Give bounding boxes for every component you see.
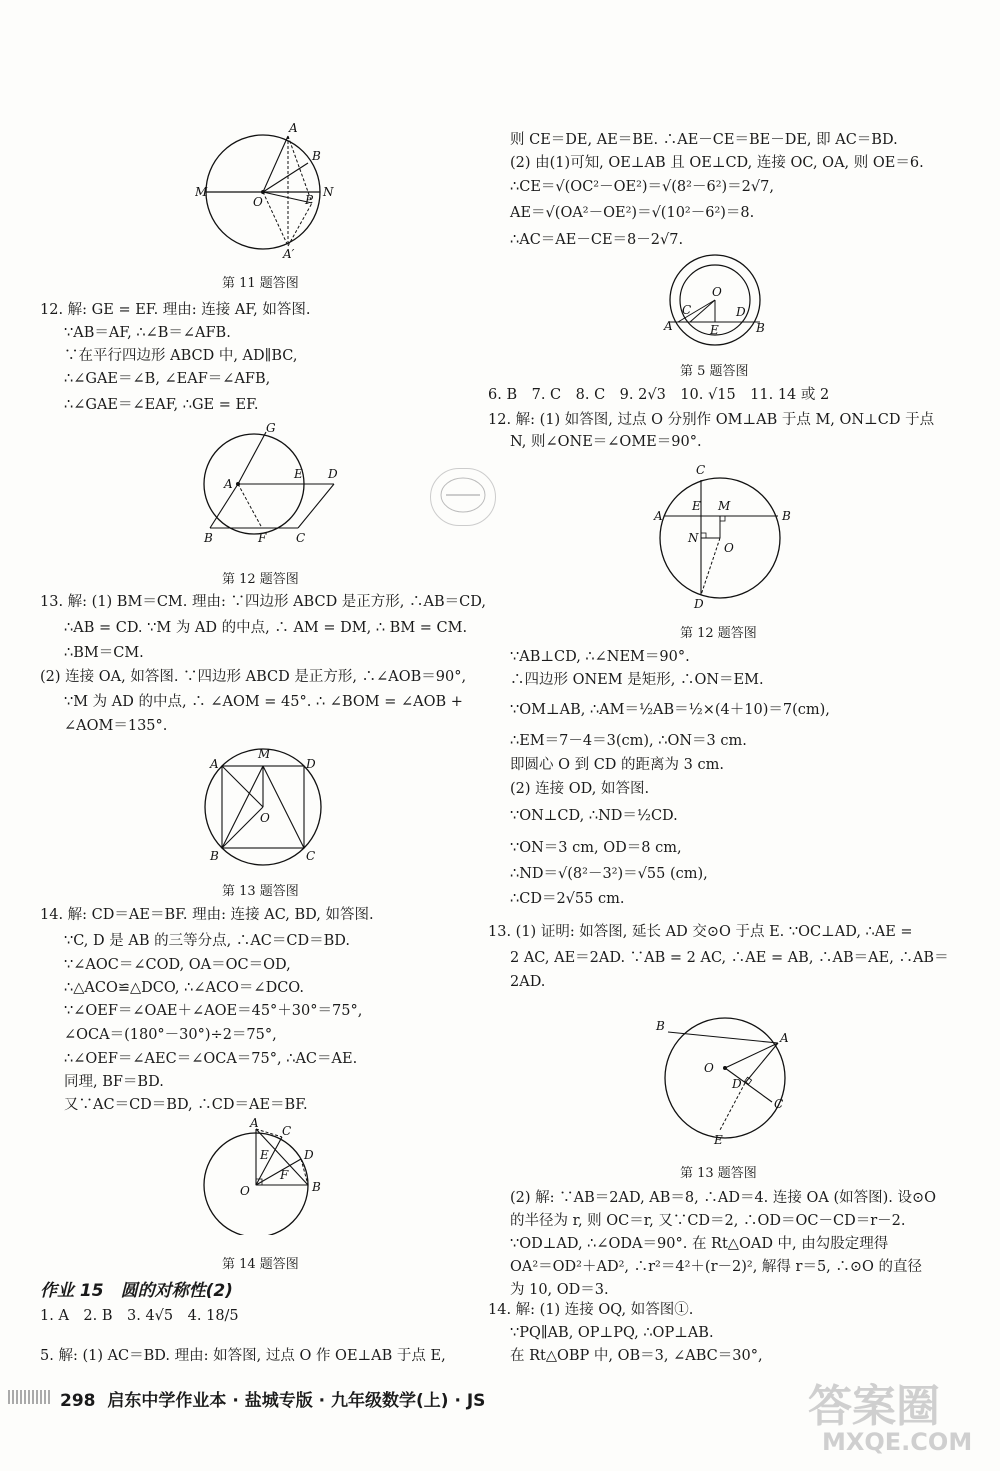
svg-text:C: C	[682, 303, 692, 317]
text-line: (2) 连接 OD, 如答图.	[510, 781, 650, 797]
text-line: ∴四边形 ONEM 是矩形, ∴ON＝EM.	[510, 672, 764, 688]
svg-text:M: M	[258, 747, 271, 761]
svg-text:M: M	[718, 499, 731, 513]
page-number: 298	[60, 1391, 96, 1411]
text-line: 同理, BF＝BD.	[64, 1074, 164, 1090]
text-line: 为 10, OD＝3.	[510, 1282, 609, 1298]
text-line: 即圆心 O 到 CD 的距离为 3 cm.	[510, 757, 724, 773]
text-line: ∵∠OEF＝∠OAE＋∠AOE＝45°＋30°＝75°,	[64, 1003, 363, 1019]
figure-13-caption: 第 13 题答图	[222, 884, 299, 899]
svg-text:P: P	[305, 193, 314, 207]
svg-text:F: F	[280, 1168, 289, 1182]
text-line: 则 CE＝DE, AE＝BE. ∴AE－CE＝BE－DE, 即 AC＝BD.	[510, 132, 898, 148]
text-line: ∴CE＝√(OC²－OE²)＝√(8²－6²)＝2√7,	[510, 179, 774, 195]
text-line: ∵C, D 是 AB 的三等分点, ∴AC＝CD＝BD.	[64, 933, 350, 949]
svg-text:A′: A′	[283, 247, 295, 260]
text-line: 14. 解: CD＝AE＝BF. 理由: 连接 AC, BD, 如答图.	[40, 907, 374, 923]
svg-text:C: C	[774, 1097, 784, 1111]
svg-text:D: D	[328, 467, 338, 481]
text-line: OA²＝OD²＋AD², ∴r²＝4²＋(r－2)², 解得 r＝5, ∴⊙O 的直径	[510, 1259, 923, 1275]
text-line: ∴AB = CD. ∵M 为 AD 的中点, ∴ AM = DM, ∴ BM = CM.	[64, 620, 468, 636]
book-title: 启东中学作业本 · 盐城专版 · 九年级数学(上) · JS	[107, 1391, 486, 1411]
text-line: ∴BM＝CM.	[64, 645, 144, 661]
figure-13-square-in-circle	[198, 740, 328, 870]
text-line: ∴∠OEF＝∠AEC＝∠OCA＝75°, ∴AC＝AE.	[64, 1051, 358, 1067]
text-line: 2AD.	[510, 974, 546, 990]
figure-11-circle	[195, 100, 340, 260]
text-line: ∴AC＝AE－CE＝8－2√7.	[510, 232, 684, 248]
text-line: ∵ON＝3 cm, OD＝8 cm,	[510, 840, 682, 856]
text-line: 在 Rt△OBP 中, OB＝3, ∠ABC＝30°,	[510, 1348, 763, 1364]
figure-12-right-caption: 第 12 题答图	[680, 626, 757, 641]
svg-text:A: A	[780, 1031, 789, 1045]
text-line: 2 AC, AE＝2AD. ∵AB = 2 AC, ∴AE = AB, ∴AB＝AE, ∴AB＝	[510, 950, 949, 966]
svg-text:A: A	[654, 509, 663, 523]
text-line: ∴ND＝√(8²－3²)＝√55 (cm),	[510, 866, 708, 882]
svg-text:A: A	[224, 477, 233, 491]
text-line: ∴△ACO≌△DCO, ∴∠ACO＝∠DCO.	[64, 980, 304, 996]
text-line: ∠OCA＝(180°－30°)÷2＝75°,	[64, 1027, 277, 1043]
svg-text:C: C	[696, 463, 706, 477]
question-5-line: 5. 解: (1) AC＝BD. 理由: 如答图, 过点 O 作 OE⊥AB 于点 E,	[40, 1348, 446, 1364]
text-line: ∵ON⊥CD, ∴ND＝½CD.	[510, 808, 678, 824]
text-line: ∵M 为 AD 的中点, ∴ ∠AOM = 45°. ∴ ∠BOM = ∠AOB +	[64, 694, 463, 710]
svg-text:A: A	[250, 1116, 259, 1130]
figure-5-concentric-circles	[660, 252, 770, 352]
svg-text:N: N	[688, 531, 699, 545]
svg-text:C: C	[282, 1124, 292, 1138]
svg-text:D: D	[306, 757, 316, 771]
text-line: ∵OD⊥AD, ∴∠ODA＝90°. 在 Rt△OAD 中, 由勾股定理得	[510, 1236, 889, 1252]
text-line: ∴∠GAE＝∠B, ∠EAF＝∠AFB,	[64, 371, 271, 387]
figure-5-caption: 第 5 题答图	[680, 364, 749, 379]
figure-12-parallelogram	[200, 420, 350, 545]
svg-text:D: D	[694, 597, 704, 610]
svg-text:B: B	[782, 509, 791, 523]
svg-text:E: E	[260, 1148, 269, 1162]
svg-text:E: E	[692, 499, 701, 513]
text-line: 12. 解: (1) 如答图, 过点 O 分别作 OM⊥AB 于点 M, ON⊥CD 于点	[488, 412, 935, 428]
text-line: ∵PQ∥AB, OP⊥PQ, ∴OP⊥AB.	[510, 1325, 714, 1341]
text-line: 13. (1) 证明: 如答图, 延长 AD 交⊙O 于点 E. ∵OC⊥AD, ∴AE =	[488, 924, 913, 940]
text-line: ∵AB＝AF, ∴∠B＝∠AFB.	[64, 325, 231, 341]
svg-text:C: C	[306, 849, 316, 863]
text-line: ∴∠GAE＝∠EAF, ∴GE = EF.	[64, 397, 259, 413]
svg-text:A: A	[289, 121, 298, 135]
text-line: ∵OM⊥AB, ∴AM＝½AB＝½×(4＋10)＝7(cm),	[510, 702, 830, 718]
watermark-url: MXQE.COM	[822, 1428, 973, 1456]
svg-text:B: B	[312, 1180, 321, 1194]
svg-text:B: B	[210, 849, 219, 863]
figure-12-caption: 第 12 题答图	[222, 572, 299, 587]
figure-13-chord-diagram	[650, 1010, 800, 1150]
svg-text:B: B	[312, 149, 321, 163]
figure-11-caption: 第 11 题答图	[222, 276, 299, 291]
figure-13-right-caption: 第 13 题答图	[680, 1166, 757, 1181]
svg-text:C: C	[296, 531, 306, 545]
text-line: (2) 解: ∵AB＝2AD, AB＝8, ∴AD＝4. 连接 OA (如答图). 设⊙O	[510, 1190, 937, 1206]
svg-text:O: O	[704, 1061, 714, 1075]
svg-text:M: M	[195, 185, 208, 199]
svg-text:B: B	[204, 531, 213, 545]
footer-barcode-decoration	[8, 1390, 52, 1404]
svg-text:D: D	[304, 1148, 314, 1162]
svg-text:A: A	[210, 757, 219, 771]
text-line: ∵∠AOC＝∠COD, OA＝OC＝OD,	[64, 957, 291, 973]
section-title: 作业 15 圆的对称性(2)	[40, 1281, 233, 1301]
answers-line: 1. A 2. B 3. 4√5 4. 18/5	[40, 1308, 239, 1324]
svg-text:E: E	[294, 467, 303, 481]
text-line: N, 则∠ONE＝∠OME＝90°.	[510, 434, 702, 450]
text-line: (2) 由(1)可知, OE⊥AB 且 OE⊥CD, 连接 OC, OA, 则 OE＝6.	[510, 155, 924, 171]
svg-text:O: O	[724, 541, 734, 555]
text-line: (2) 连接 OA, 如答图. ∵四边形 ABCD 是正方形, ∴∠AOB＝90°,	[40, 669, 467, 685]
text-line: 14. 解: (1) 连接 OQ, 如答图①.	[488, 1302, 694, 1318]
text-line: 13. 解: (1) BM＝CM. 理由: ∵四边形 ABCD 是正方形, ∴AB＝CD,	[40, 594, 486, 610]
svg-text:G: G	[266, 421, 276, 435]
svg-text:B: B	[656, 1019, 665, 1033]
decorative-stamp	[430, 468, 496, 526]
svg-text:D: D	[736, 305, 746, 319]
text-line: 又∵AC＝CD＝BD, ∴CD＝AE＝BF.	[64, 1097, 308, 1113]
text-line: AE＝√(OA²－OE²)＝√(10²－6²)＝8.	[510, 205, 755, 221]
svg-text:B: B	[756, 321, 765, 335]
footer	[60, 1386, 485, 1411]
answers-line-right: 6. B 7. C 8. C 9. 2√3 10. √15 11. 14 或 2	[488, 387, 830, 403]
figure-14-caption: 第 14 题答图	[222, 1257, 299, 1272]
figure-12-perpendicular-chords	[652, 460, 802, 610]
svg-text:E: E	[714, 1133, 723, 1147]
svg-text:A: A	[664, 319, 673, 333]
svg-text:O: O	[712, 285, 722, 299]
text-line: ∠AOM＝135°.	[64, 718, 168, 734]
svg-text:O: O	[260, 811, 270, 825]
figure-14-sector	[200, 1115, 330, 1235]
svg-text:O: O	[253, 195, 263, 209]
svg-text:O: O	[240, 1184, 250, 1198]
text-line: ∴EM＝7－4＝3(cm), ∴ON＝3 cm.	[510, 733, 747, 749]
text-line: 的半径为 r, 则 OC＝r, 又∵CD＝2, ∴OD＝OC－CD＝r－2.	[510, 1213, 906, 1229]
svg-text:D: D	[732, 1077, 742, 1091]
text-line: ∴CD＝2√55 cm.	[510, 891, 625, 907]
text-line: ∵AB⊥CD, ∴∠NEM＝90°.	[510, 649, 690, 665]
text-line: ∵在平行四边形 ABCD 中, AD∥BC,	[64, 348, 298, 364]
svg-text:E: E	[710, 323, 719, 337]
svg-text:F: F	[258, 531, 267, 545]
text-line: 12. 解: GE = EF. 理由: 连接 AF, 如答图.	[40, 302, 311, 318]
stamp-icon	[438, 475, 488, 515]
watermark-logo: 答案圈	[808, 1381, 940, 1432]
svg-text:N: N	[323, 185, 334, 199]
